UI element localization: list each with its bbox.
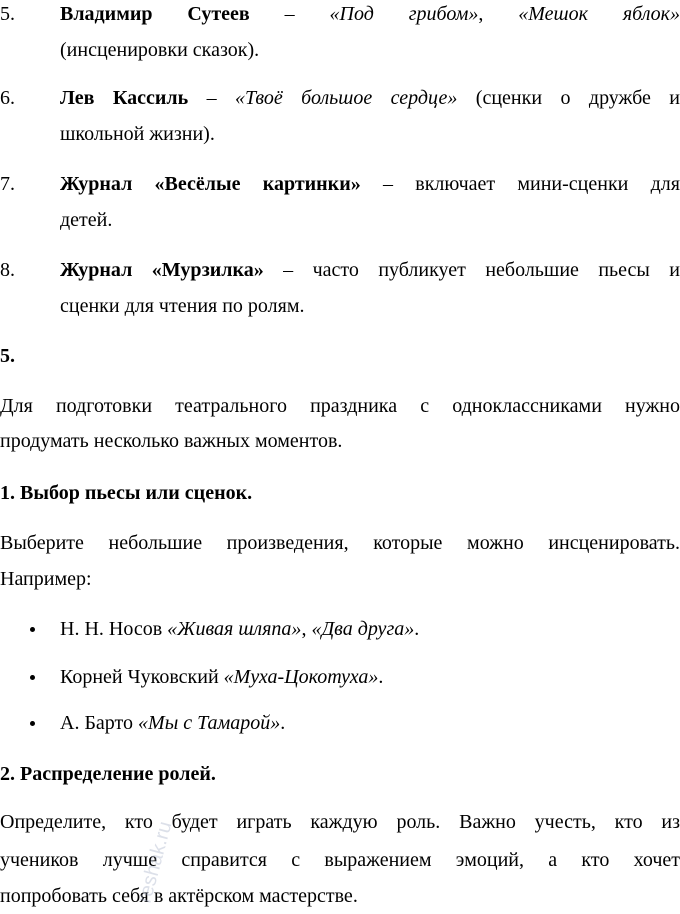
list-item-line: сценки для чтения по ролям. — [60, 295, 305, 317]
period: . — [280, 712, 286, 734]
author-name: А. Барто — [60, 712, 139, 734]
work-title: «Твоё большое сердце» — [235, 87, 458, 109]
list-item-line: детей. — [60, 209, 113, 231]
author-name: Н. Н. Носов — [60, 618, 168, 640]
paragraph-line: Выберите небольшие произведения, которые можно инсценировать. — [0, 532, 680, 554]
work-title: «Два друга» — [311, 618, 415, 640]
bullet-dot — [30, 627, 35, 632]
dash: – — [188, 87, 236, 109]
magazine-name: Журнал «Мурзилка» — [60, 259, 264, 281]
list-item-line: школьной жизни). — [60, 123, 215, 145]
bullet-text — [60, 617, 419, 641]
list-item-line — [60, 258, 680, 282]
description: – часто публикует небольшие пьесы и — [263, 259, 680, 281]
paragraph-line: Для подготовки театрального праздника с одноклассниками нужно — [0, 395, 680, 417]
work-title: «Мешок яблок» — [518, 3, 680, 25]
list-number: 8. — [0, 259, 15, 281]
author-first-name: Владимир — [60, 3, 153, 25]
list-item-line: (инсценировки сказок). — [60, 39, 260, 61]
section-number: 5. — [0, 345, 15, 367]
bullet-text — [60, 665, 383, 689]
description: (сценки о дружбе и — [457, 87, 680, 109]
list-number: 6. — [0, 87, 15, 109]
paragraph-line: Определите, кто будет играть каждую роль. Важно учесть, кто из — [0, 811, 680, 833]
comma: , — [478, 3, 484, 25]
bullet-dot — [30, 721, 35, 726]
step-heading: 1. Выбор пьесы или сценок. — [0, 482, 253, 504]
comma: , — [301, 618, 312, 640]
period: . — [378, 666, 384, 688]
work-title: «Мы с Тамарой» — [138, 712, 281, 734]
paragraph-line: продумать несколько важных моментов. — [0, 430, 343, 452]
list-number: 7. — [0, 173, 15, 195]
author-name: Лев Кассиль — [60, 87, 189, 109]
author-name: Корней Чуковский — [60, 666, 224, 688]
step-heading: 2. Распределение ролей. — [0, 763, 216, 785]
list-item-line — [60, 172, 680, 196]
author-last-name: Сутеев — [187, 3, 250, 25]
list-item-line — [60, 2, 680, 26]
dash: – — [284, 3, 330, 25]
work-title: «Живая шляпа» — [167, 618, 302, 640]
bullet-dot — [30, 675, 35, 680]
description: – включает мини-сценки для — [360, 173, 680, 195]
magazine-name: Журнал «Весёлые картинки» — [60, 173, 361, 195]
paragraph-line: попробовать себя в актёрском мастерстве. — [0, 885, 358, 907]
paragraph-line: Например: — [0, 568, 92, 590]
list-number: 5. — [0, 3, 15, 25]
work-title: «Муха-Цокотуха» — [223, 666, 379, 688]
list-item-line — [60, 86, 680, 110]
period: . — [414, 618, 420, 640]
bullet-text — [60, 711, 285, 735]
watermark-text: reshak.ru — [133, 819, 177, 906]
paragraph-line: учеников лучше справится с выражением эмоций, а кто хочет — [0, 849, 680, 871]
work-title: «Под грибом» — [329, 3, 479, 25]
